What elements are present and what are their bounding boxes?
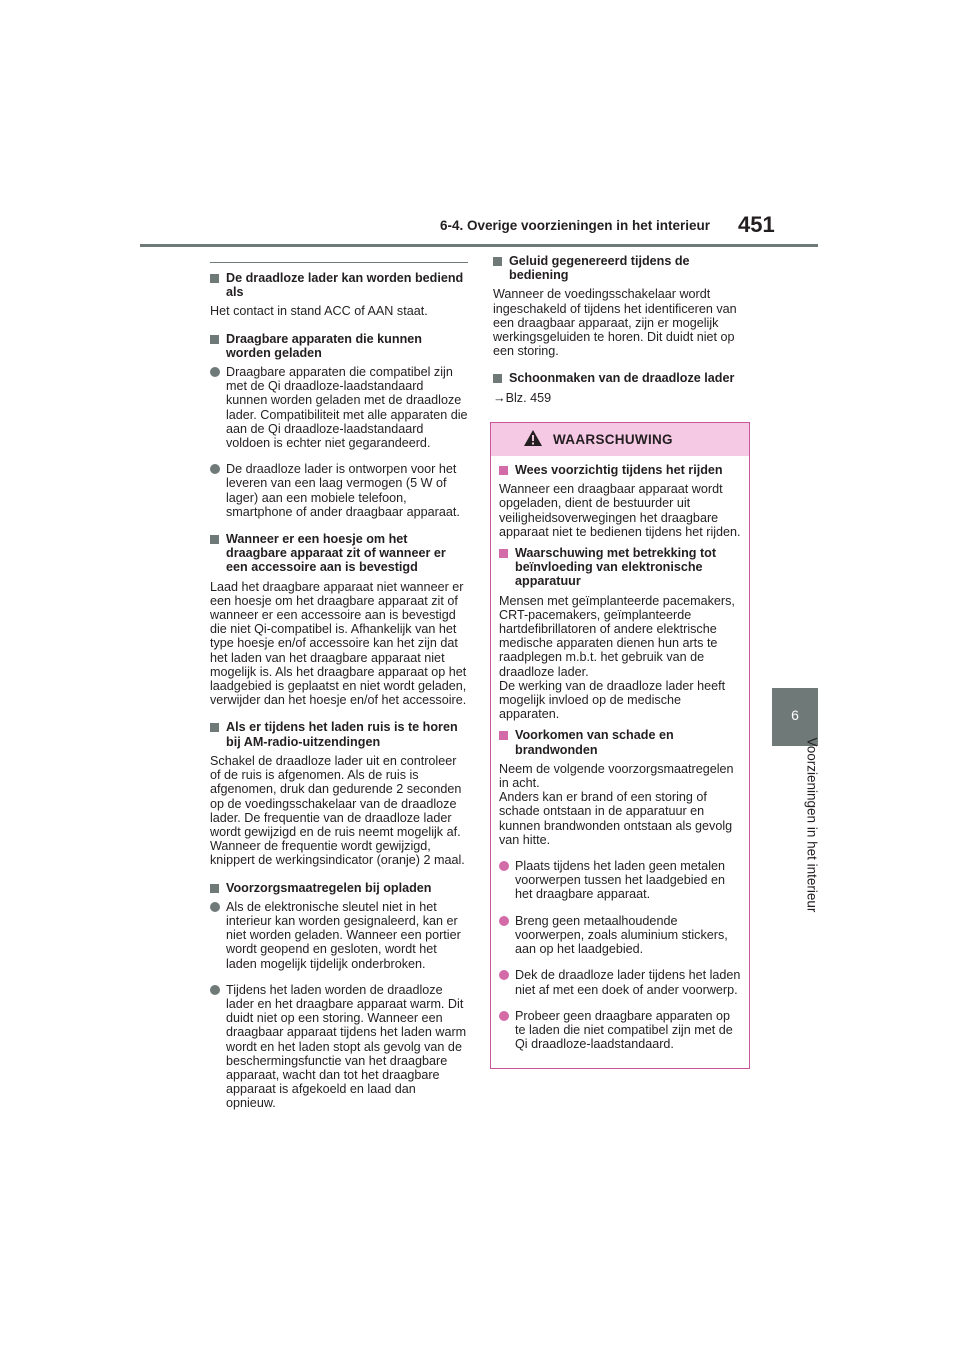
paragraph: Laad het draagbare apparaat niet wanneer er een hoesje om het draagbare apparaat zit of wanneer er een accessoire aan is bevestigd die niet Qi-compatibel is. Afhankelijk van het type hoesje en/of accessoire kan het zijn dat het laden van het draagbare apparaat niet mogelijk is. Als het draagbare apparaat op het laadgebied is geplaatst en niet wordt geladen, verwijder dan het hoesje en/of het accessoire. bbox=[210, 579, 467, 708]
paragraph: De werking van de draadloze lader heeft mogelijk invloed op de medische apparaten. bbox=[499, 678, 726, 722]
bullet-item: Plaats tijdens het laden geen metalen voorwerpen tussen het laadgebied en het draagbare apparaat. bbox=[499, 859, 741, 902]
left-column bbox=[210, 262, 468, 1117]
warning-heading: Waarschuwing met betrekking tot beïnvloeding van elektronische apparatuur bbox=[499, 546, 741, 589]
paragraph: Wanneer de voedingsschakelaar wordt ingeschakeld of tijdens het identificeren van een draagbaar apparaat, zijn er mogelijk werkingsgeluiden te horen. Dit duidt niet op een storing. bbox=[493, 287, 737, 359]
section-heading: Voorzorgsmaatregelen bij opladen bbox=[210, 881, 468, 895]
warning-header bbox=[491, 423, 749, 456]
bullet-item: Dek de draadloze lader tijdens het laden niet af met een doek of ander voorwerp. bbox=[499, 968, 741, 996]
bullet-item: Tijdens het laden worden de draadloze lader en het draagbare apparaat warm. Dit duidt niet op een storing. Wanneer een draagbaar apparaat tijdens het laden warm wordt en het laden stopt als gevolg van de beschermingsfunctie van het draagbare apparaat, wacht dan tot het draagbare apparaat is afgekoeld en laad dan opnieuw. bbox=[210, 983, 468, 1111]
section-chargeable-devices bbox=[210, 332, 468, 519]
warning-body bbox=[491, 456, 749, 1051]
paragraph: Het contact in stand ACC of AAN staat. bbox=[210, 304, 428, 319]
section-operation bbox=[210, 271, 468, 319]
right-column bbox=[493, 254, 750, 411]
page-number: 451 bbox=[738, 212, 775, 237]
bullet-item: Als de elektronische sleutel niet in het interieur kan worden gesignaleerd, kan er niet worden geladen. Wanneer een portier wordt geopend en gesloten, wordt het laden mogelijk tijdelijk onderbroken. bbox=[210, 900, 468, 971]
section-heading: Wanneer er een hoesje om het draagbare apparaat zit of wanneer er een accessoire aan is bevestigd bbox=[210, 532, 468, 575]
section-title: 6-4. Overige voorzieningen in het interieur bbox=[440, 218, 711, 233]
warning-triangle-icon bbox=[523, 429, 543, 447]
paragraph: Neem de volgende voorzorgsmaatregelen in acht. bbox=[499, 761, 734, 791]
chapter-label: Voorzieningen in het interieur bbox=[804, 737, 820, 913]
section-charging-precautions bbox=[210, 881, 468, 1111]
paragraph: Mensen met geïmplanteerde pacemakers, CRT-pacemakers, geïmplanteerde hartdefibrillatoren of andere elektrische medische apparaten dienen hun arts te raadplegen m.b.t. het gebruik van de draadloze lader. bbox=[499, 593, 735, 679]
warning-box bbox=[490, 422, 750, 1069]
section-heading: De draadloze lader kan worden bediend als bbox=[210, 271, 468, 299]
section-case-accessory bbox=[210, 532, 468, 707]
section-operating-sound bbox=[493, 254, 750, 358]
page-reference: →Blz. 459 bbox=[493, 390, 552, 405]
paragraph: Schakel de draadloze lader uit en controleer of de ruis is afgenomen. Als de ruis is afgenomen, druk dan gedurende 2 seconden op de voedingsschakelaar van de draadloze lader. De frequentie van de draadloze lader wordt gewijzigd en de ruis neemt mogelijk af. Wanneer de frequentie wordt gewijzigd, knippert de werkingsindicator (oranje) 2 maal. bbox=[210, 753, 465, 868]
section-am-noise bbox=[210, 720, 468, 867]
bullet-item: Breng geen metaalhoudende voorwerpen, zoals aluminium stickers, aan op het laadgebied. bbox=[499, 914, 741, 957]
bullet-item: Draagbare apparaten die compatibel zijn met de Qi draadloze-laadstandaard kunnen worden geladen met de draadloze lader. Compatibiliteit met alle apparaten die aan de Qi draadloze-laadstandaard voldoen is echter niet gegarandeerd. bbox=[210, 365, 468, 450]
chapter-number: 6 bbox=[791, 707, 799, 723]
header-rule bbox=[140, 244, 818, 247]
warning-heading: Voorkomen van schade en brandwonden bbox=[499, 728, 741, 756]
bullet-item: Probeer geen draagbare apparaten op te laden die niet compatibel zijn met de Qi draadloze-laadstandaard. bbox=[499, 1009, 741, 1052]
section-heading: Als er tijdens het laden ruis is te horen bij AM-radio-uitzendingen bbox=[210, 720, 468, 748]
section-heading: Schoonmaken van de draadloze lader bbox=[493, 371, 750, 385]
warning-title: WAARSCHUWING bbox=[553, 432, 673, 447]
bullet-item: De draadloze lader is ontworpen voor het leveren van een laag vermogen (5 W of lager) aan een mobiele telefoon, smartphone of ander draagbaar apparaat. bbox=[210, 462, 468, 519]
paragraph: Anders kan er brand of een storing of schade ontstaan in de apparatuur en kunnen brandwonden ontstaan als gevolg van hitte. bbox=[499, 790, 733, 847]
paragraph: Wanneer een draagbaar apparaat wordt opgeladen, dient de bestuurder uit veiligheidsoverwegingen het draagbare apparaat niet te bedienen tijdens het rijden. bbox=[499, 482, 741, 539]
warning-heading: Wees voorzichtig tijdens het rijden bbox=[499, 463, 741, 477]
section-cleaning bbox=[493, 371, 750, 404]
section-heading: Geluid gegenereerd tijdens de bediening bbox=[493, 254, 750, 282]
section-heading: Draagbare apparaten die kunnen worden geladen bbox=[210, 332, 468, 360]
